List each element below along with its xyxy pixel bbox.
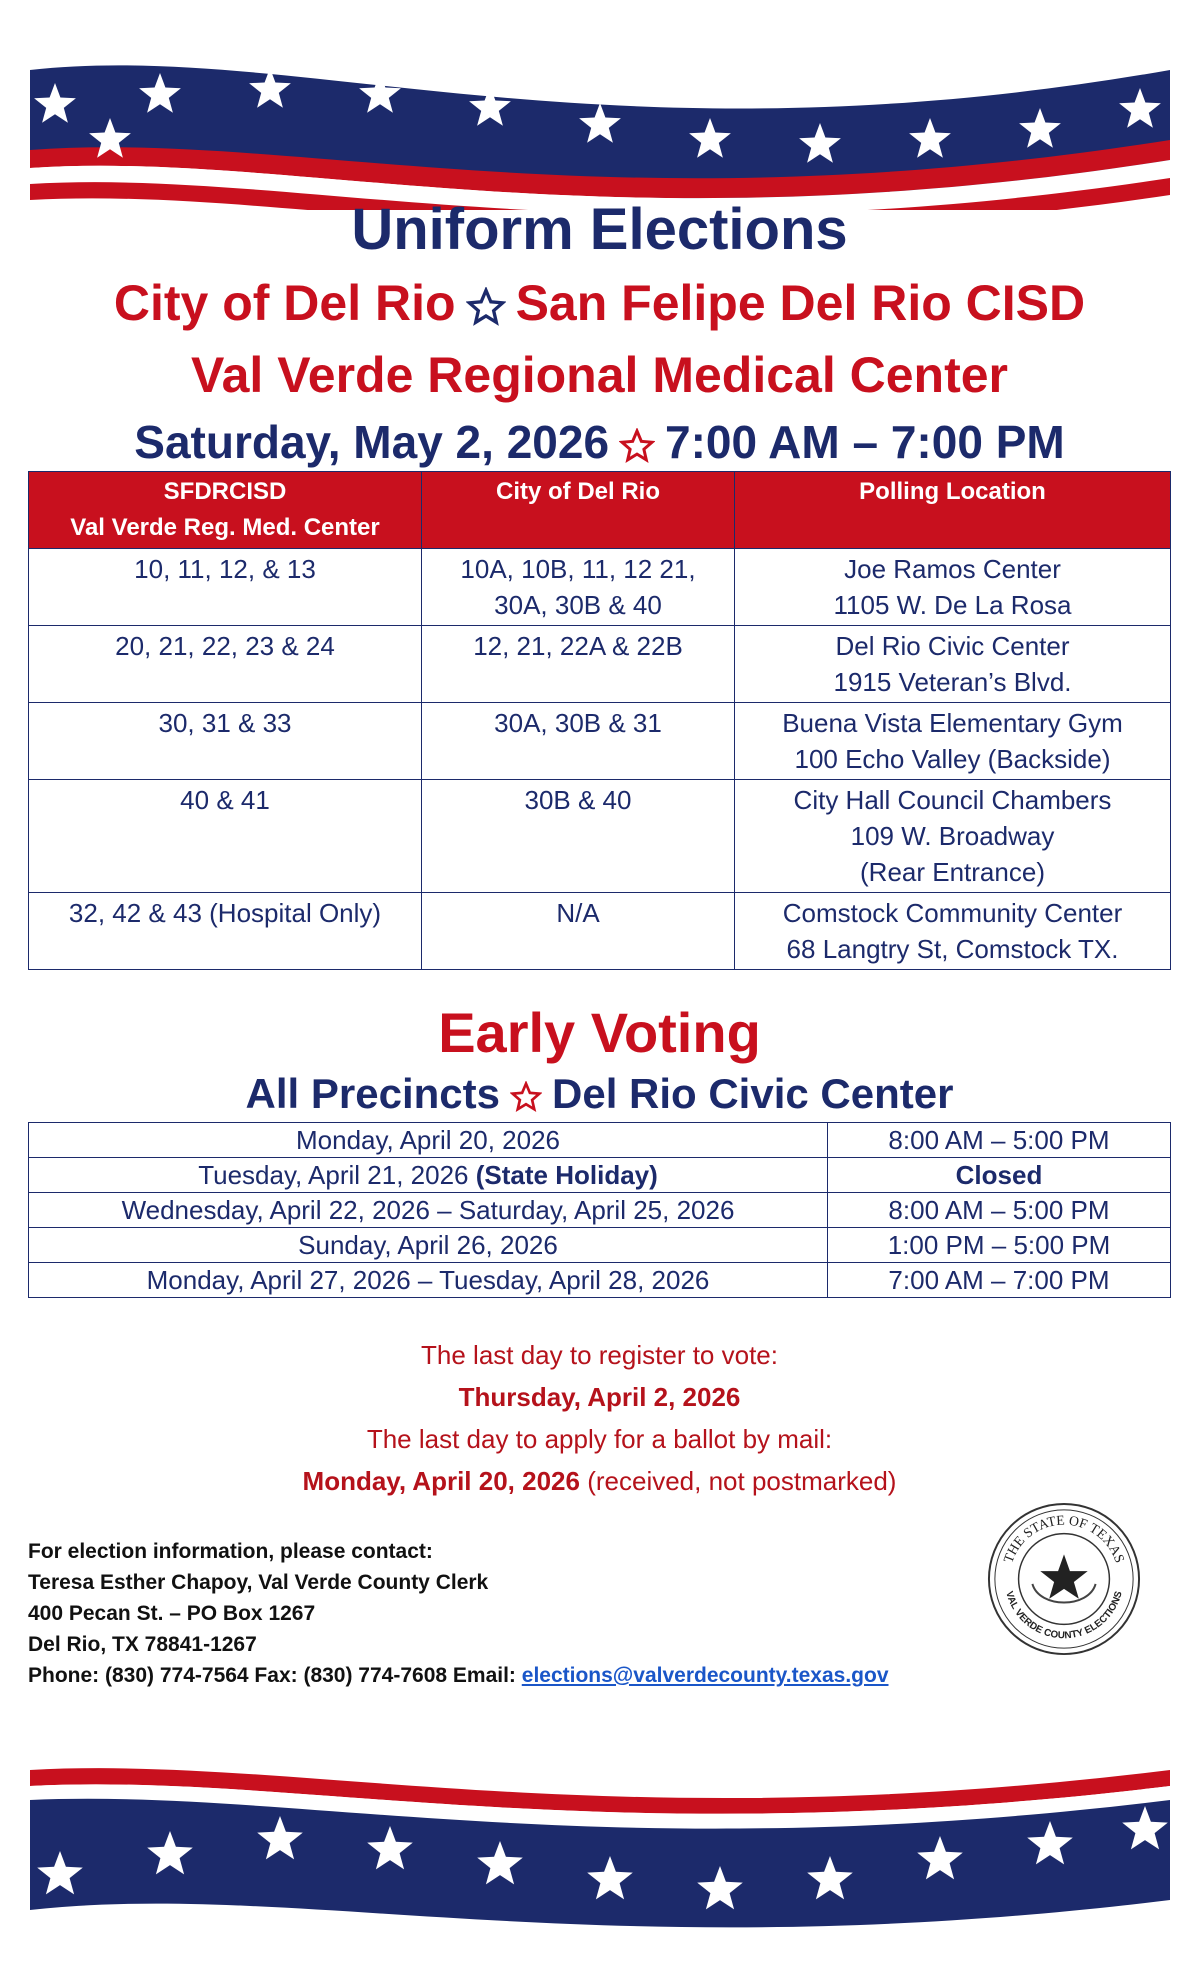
table-row <box>29 893 1171 970</box>
date-cell: Sunday, April 26, 2026 <box>29 1228 828 1263</box>
top-flag-banner <box>0 50 1199 210</box>
contact-city: Del Rio, TX 78841-1267 <box>28 1633 257 1656</box>
election-datetime <box>0 415 1199 469</box>
location-cell: Comstock Community Center 68 Langtry St, Comstock TX. <box>735 893 1171 970</box>
seal-top-text: THE STATE OF TEXAS <box>1000 1512 1128 1565</box>
entity-city: City of Del Rio <box>113 275 456 331</box>
sfdrcisd-cell: 32, 42 & 43 (Hospital Only) <box>29 893 422 970</box>
star-icon <box>466 287 506 327</box>
county-elections-seal <box>985 1500 1143 1658</box>
time-cell: 1:00 PM – 5:00 PM <box>828 1228 1171 1263</box>
time-cell: 8:00 AM – 5:00 PM <box>828 1123 1171 1158</box>
time-cell: Closed <box>828 1158 1171 1193</box>
sfdrcisd-cell: 30, 31 & 33 <box>29 703 422 780</box>
entities-line-1 <box>0 274 1199 332</box>
sfdrcisd-cell: 20, 21, 22, 23 & 24 <box>29 626 422 703</box>
early-voting-table <box>28 1122 1171 1298</box>
date-cell: Monday, April 20, 2026 <box>29 1123 828 1158</box>
precinct-table <box>28 471 1171 970</box>
contact-phone-line: Phone: (830) 774-7564 Fax: (830) 774-7608 Email: elections@valverdecounty.texas.gov <box>28 1664 889 1687</box>
contact-name: Teresa Esther Chapoy, Val Verde County Clerk <box>28 1571 489 1594</box>
seal-bottom-text: VAL VERDE COUNTY ELECTIONS <box>1003 1590 1125 1642</box>
mail-label: The last day to apply for a ballot by mail: <box>366 1424 833 1454</box>
header-location: Polling Location <box>735 472 1171 549</box>
location-cell: Buena Vista Elementary Gym 100 Echo Valley (Backside) <box>735 703 1171 780</box>
page-title: Uniform Elections <box>351 197 848 262</box>
table-row <box>29 703 1171 780</box>
mail-deadline: Monday, April 20, 2026 (received, not postmarked) <box>302 1466 897 1496</box>
bottom-flag-banner <box>0 1760 1199 1940</box>
star-icon <box>510 1081 542 1113</box>
date-cell: Tuesday, April 21, 2026 (State Holiday) <box>29 1158 828 1193</box>
register-label: The last day to register to vote: <box>421 1340 778 1370</box>
date-cell: Wednesday, April 22, 2026 – Saturday, April 25, 2026 <box>29 1193 828 1228</box>
early-voting-title: Early Voting <box>438 1001 761 1064</box>
city-cell: 30B & 40 <box>422 780 735 893</box>
table-row <box>29 1193 1171 1228</box>
email-link[interactable]: elections@valverdecounty.texas.gov <box>521 1664 889 1687</box>
location-cell: City Hall Council Chambers 109 W. Broadway (Rear Entrance) <box>735 780 1171 893</box>
date-cell: Monday, April 27, 2026 – Tuesday, April 28, 2026 <box>29 1263 828 1298</box>
table-row <box>29 1158 1171 1193</box>
table-row <box>29 780 1171 893</box>
table-row <box>29 1228 1171 1263</box>
table-row <box>29 1123 1171 1158</box>
entity-school: San Felipe Del Rio CISD <box>515 275 1086 331</box>
header-sfdrcisd: SFDRCISD Val Verde Reg. Med. Center <box>29 472 422 549</box>
contact-address: 400 Pecan St. – PO Box 1267 <box>28 1602 316 1625</box>
table-header-row <box>29 472 1171 549</box>
time-cell: 8:00 AM – 5:00 PM <box>828 1193 1171 1228</box>
time-cell: 7:00 AM – 7:00 PM <box>828 1263 1171 1298</box>
holiday-note: (State Holiday) <box>475 1160 658 1190</box>
table-row <box>29 549 1171 626</box>
sfdrcisd-cell: 10, 11, 12, & 13 <box>29 549 422 626</box>
entities-line-2: Val Verde Regional Medical Center <box>191 347 1008 403</box>
city-cell: N/A <box>422 893 735 970</box>
location-cell: Del Rio Civic Center 1915 Veteran’s Blvd. <box>735 626 1171 703</box>
election-date: Saturday, May 2, 2026 <box>134 416 610 468</box>
sfdrcisd-cell: 40 & 41 <box>29 780 422 893</box>
contact-heading: For election information, please contact: <box>28 1540 433 1563</box>
early-voting-subtitle: All Precincts Del Rio Civic Center <box>245 1070 954 1117</box>
star-icon <box>619 428 655 464</box>
city-cell: 12, 21, 22A & 22B <box>422 626 735 703</box>
election-hours: 7:00 AM – 7:00 PM <box>665 416 1065 468</box>
header-city: City of Del Rio <box>422 472 735 549</box>
register-date: Thursday, April 2, 2026 <box>458 1382 741 1412</box>
city-cell: 10A, 10B, 11, 12 21, 30A, 30B & 40 <box>422 549 735 626</box>
table-row <box>29 1263 1171 1298</box>
table-row <box>29 626 1171 703</box>
city-cell: 30A, 30B & 31 <box>422 703 735 780</box>
location-cell: Joe Ramos Center 1105 W. De La Rosa <box>735 549 1171 626</box>
